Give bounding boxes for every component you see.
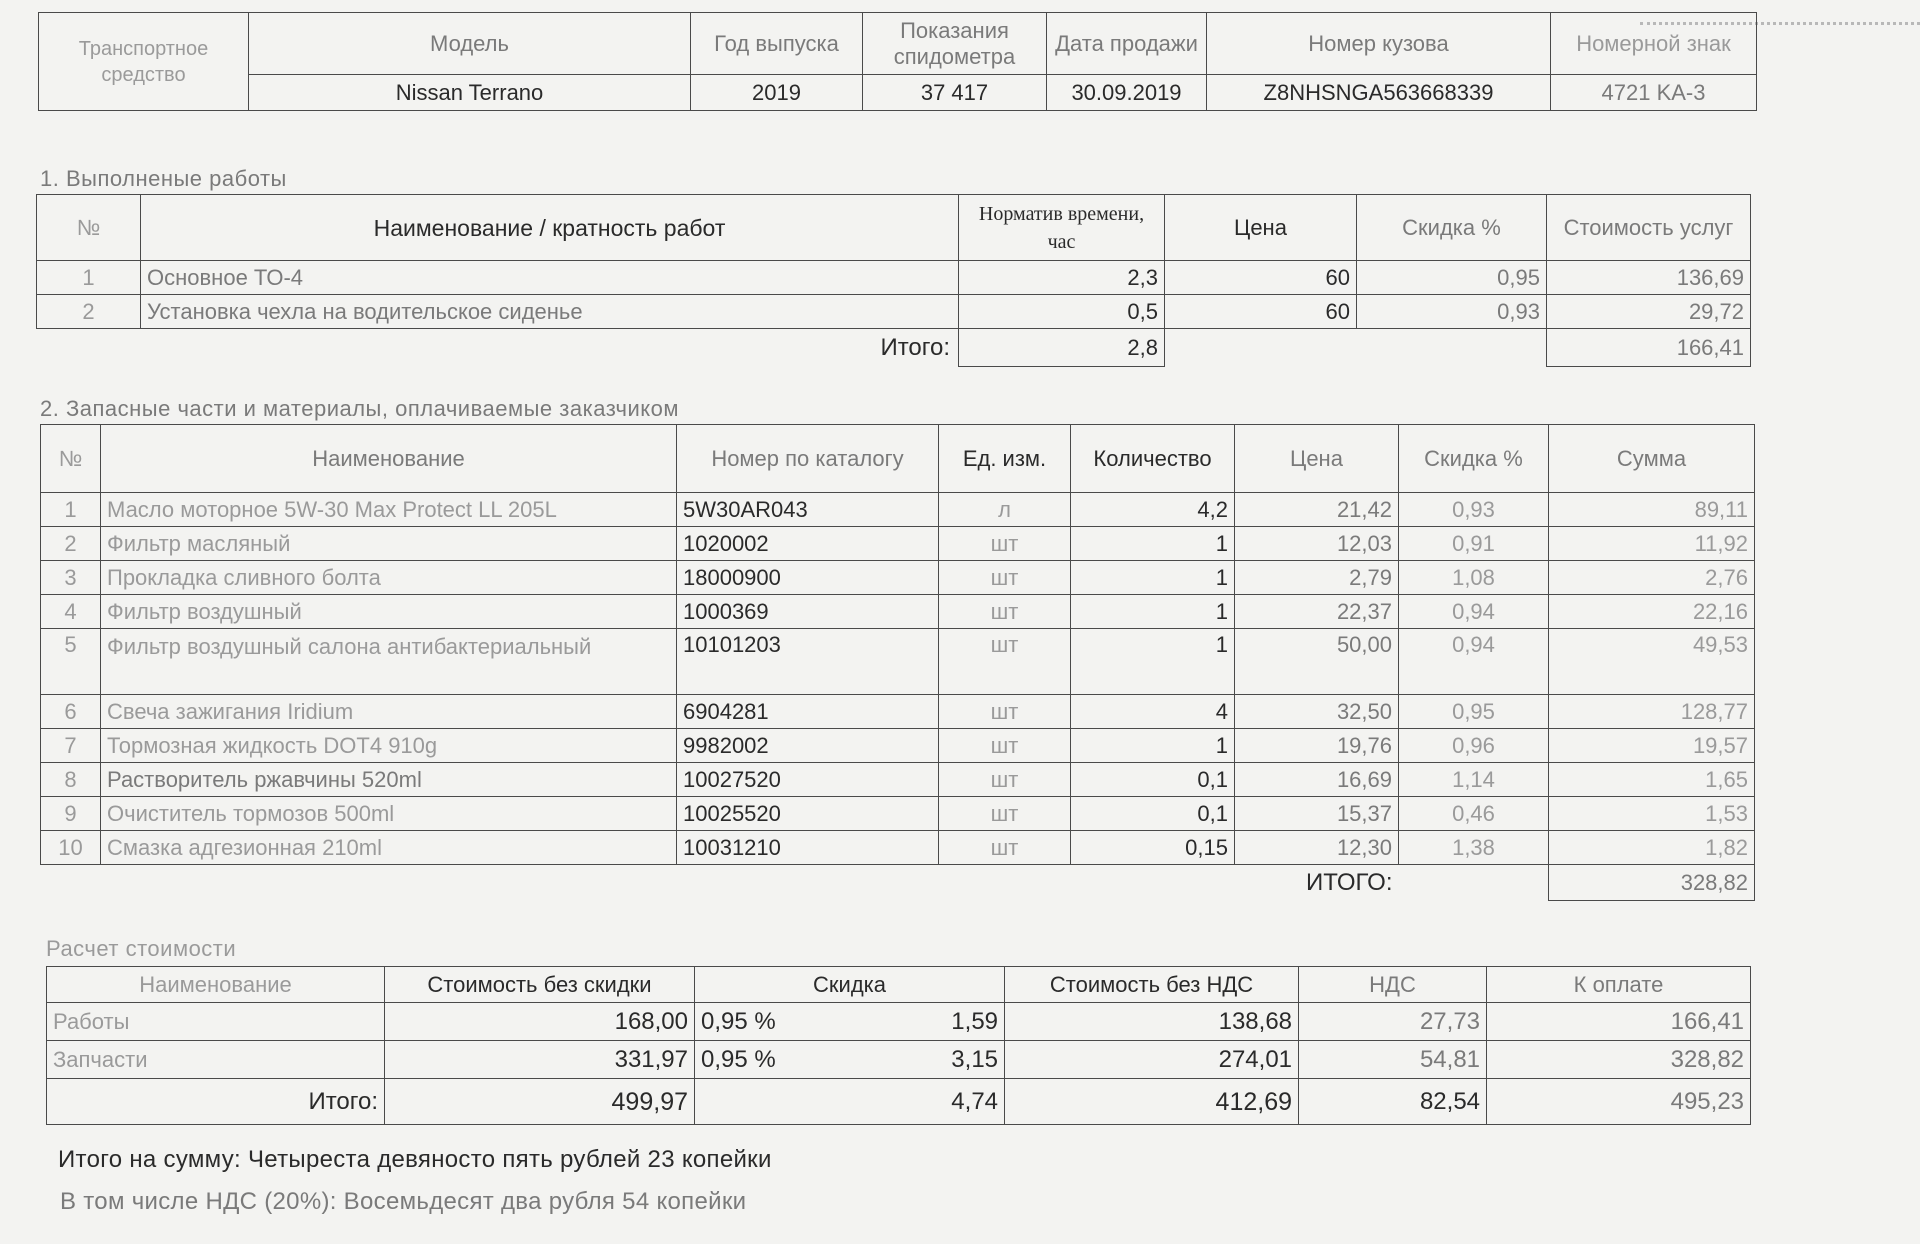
works-name-header: Наименование / кратность работ — [141, 195, 959, 261]
part-price: 50,00 — [1235, 629, 1399, 695]
parts-catalog-header: Номер по каталогу — [677, 425, 939, 493]
part-unit: шт — [939, 831, 1071, 865]
row-no: 8 — [41, 763, 101, 797]
table-row — [41, 763, 1755, 797]
work-norm: 2,3 — [959, 261, 1165, 295]
part-catalog: 10025520 — [677, 797, 939, 831]
calc-disc-val: 3,15 — [855, 1041, 1005, 1079]
part-qty: 4 — [1071, 695, 1235, 729]
calc-disc-val: 1,59 — [855, 1003, 1005, 1041]
sum-in-words: Итого на сумму: Четыреста девяносто пять рублей 23 копейки — [58, 1146, 772, 1173]
works-discount-header: Скидка % — [1357, 195, 1547, 261]
part-sum: 1,65 — [1549, 763, 1755, 797]
part-price: 2,79 — [1235, 561, 1399, 595]
table-row — [41, 831, 1755, 865]
plate-header: Номерной знак — [1551, 13, 1757, 75]
part-price: 19,76 — [1235, 729, 1399, 763]
row-no: 3 — [41, 561, 101, 595]
part-unit: шт — [939, 729, 1071, 763]
part-unit: шт — [939, 763, 1071, 797]
table-row — [41, 493, 1755, 527]
part-unit: шт — [939, 561, 1071, 595]
calc-total-cost-no-vat: 412,69 — [1005, 1079, 1299, 1125]
part-sum: 22,16 — [1549, 595, 1755, 629]
work-name: Установка чехла на водительское сиденье — [141, 295, 959, 329]
calc-disc-pct: 0,95 % — [695, 1003, 855, 1041]
work-cost: 136,69 — [1547, 261, 1751, 295]
part-discount: 0,94 — [1399, 629, 1549, 695]
parts-table — [40, 424, 1755, 901]
part-unit: шт — [939, 595, 1071, 629]
calc-row-name: Работы — [47, 1003, 385, 1041]
works-price-header: Цена — [1165, 195, 1357, 261]
calc-total-cost-no-disc: 499,97 — [385, 1079, 695, 1125]
calc-to-pay: 166,41 — [1487, 1003, 1751, 1041]
part-price: 32,50 — [1235, 695, 1399, 729]
table-row — [41, 629, 1755, 695]
part-qty: 0,1 — [1071, 763, 1235, 797]
part-qty: 0,15 — [1071, 831, 1235, 865]
work-norm: 0,5 — [959, 295, 1165, 329]
part-discount: 1,08 — [1399, 561, 1549, 595]
row-no: 1 — [41, 493, 101, 527]
odometer-value: 37 417 — [863, 75, 1047, 111]
works-cost-header: Стоимость услуг — [1547, 195, 1751, 261]
row-no: 4 — [41, 595, 101, 629]
part-name: Растворитель ржавчины 520ml — [101, 763, 677, 797]
row-no: 10 — [41, 831, 101, 865]
part-catalog: 10101203 — [677, 629, 939, 695]
calc-cost-no-disc-header: Стоимость без скидки — [385, 967, 695, 1003]
part-catalog: 10027520 — [677, 763, 939, 797]
row-no: 7 — [41, 729, 101, 763]
parts-price-header: Цена — [1235, 425, 1399, 493]
part-discount: 1,38 — [1399, 831, 1549, 865]
calc-to-pay: 328,82 — [1487, 1041, 1751, 1079]
part-unit: шт — [939, 695, 1071, 729]
part-sum: 2,76 — [1549, 561, 1755, 595]
part-discount: 0,93 — [1399, 493, 1549, 527]
part-discount: 0,91 — [1399, 527, 1549, 561]
parts-total-sum: 328,82 — [1549, 865, 1755, 901]
part-sum: 89,11 — [1549, 493, 1755, 527]
works-total-norm: 2,8 — [959, 329, 1165, 367]
calc-table — [46, 966, 1751, 1125]
part-discount: 0,96 — [1399, 729, 1549, 763]
part-price: 22,37 — [1235, 595, 1399, 629]
work-cost: 29,72 — [1547, 295, 1751, 329]
works-title: 1. Выполненые работы — [40, 166, 287, 191]
model-value: Nissan Terrano — [249, 75, 691, 111]
table-row — [47, 1003, 1751, 1041]
part-discount: 1,14 — [1399, 763, 1549, 797]
part-price: 21,42 — [1235, 493, 1399, 527]
work-discount: 0,93 — [1357, 295, 1547, 329]
parts-sum-header: Сумма — [1549, 425, 1755, 493]
part-discount: 0,46 — [1399, 797, 1549, 831]
year-value: 2019 — [691, 75, 863, 111]
vehicle-header: Транспортное средство — [39, 13, 249, 111]
calc-title: Расчет стоимости — [46, 936, 237, 961]
calc-cost-no-vat-header: Стоимость без НДС — [1005, 967, 1299, 1003]
part-price: 16,69 — [1235, 763, 1399, 797]
part-unit: шт — [939, 629, 1071, 695]
year-header: Год выпуска — [691, 13, 863, 75]
part-name: Смазка адгезионная 210ml — [101, 831, 677, 865]
part-name: Фильтр масляный — [101, 527, 677, 561]
table-row — [41, 561, 1755, 595]
row-no: 9 — [41, 797, 101, 831]
row-no: 5 — [41, 629, 101, 695]
calc-name-header: Наименование — [47, 967, 385, 1003]
part-sum: 128,77 — [1549, 695, 1755, 729]
part-discount: 0,94 — [1399, 595, 1549, 629]
calc-cost-no-vat: 138,68 — [1005, 1003, 1299, 1041]
odometer-header: Показания спидометра — [863, 13, 1047, 75]
parts-unit-header: Ед. изм. — [939, 425, 1071, 493]
table-row — [41, 527, 1755, 561]
model-header: Модель — [249, 13, 691, 75]
part-catalog: 10031210 — [677, 831, 939, 865]
vat-in-words: В том числе НДС (20%): Восемьдесят два рубля 54 копейки — [60, 1188, 747, 1215]
part-price: 12,30 — [1235, 831, 1399, 865]
part-name: Масло моторное 5W-30 Max Protect LL 205L — [101, 493, 677, 527]
part-catalog: 5W30AR043 — [677, 493, 939, 527]
part-qty: 1 — [1071, 595, 1235, 629]
calc-total-vat: 82,54 — [1299, 1079, 1487, 1125]
row-no: 1 — [37, 261, 141, 295]
calc-cost-no-disc: 168,00 — [385, 1003, 695, 1041]
table-row — [41, 797, 1755, 831]
calc-row-name: Запчасти — [47, 1041, 385, 1079]
parts-title: 2. Запасные части и материалы, оплачиваемые заказчиком — [40, 396, 680, 421]
parts-qty-header: Количество — [1071, 425, 1235, 493]
part-unit: шт — [939, 527, 1071, 561]
calc-total-row — [47, 1079, 1751, 1125]
part-sum: 1,53 — [1549, 797, 1755, 831]
part-qty: 1 — [1071, 729, 1235, 763]
part-catalog: 9982002 — [677, 729, 939, 763]
part-catalog: 6904281 — [677, 695, 939, 729]
plate-value: 4721 KA-3 — [1551, 75, 1757, 111]
sale-date-header: Дата продажи — [1047, 13, 1207, 75]
part-unit: шт — [939, 797, 1071, 831]
table-row — [41, 695, 1755, 729]
works-total-label: Итого: — [880, 333, 950, 361]
part-price: 15,37 — [1235, 797, 1399, 831]
works-total-cost: 166,41 — [1547, 329, 1751, 367]
calc-vat-header: НДС — [1299, 967, 1487, 1003]
part-discount: 0,95 — [1399, 695, 1549, 729]
part-qty: 0,1 — [1071, 797, 1235, 831]
calc-vat: 54,81 — [1299, 1041, 1487, 1079]
part-qty: 4,2 — [1071, 493, 1235, 527]
part-name: Фильтр воздушный салона антибактериальный — [101, 629, 677, 695]
part-price: 12,03 — [1235, 527, 1399, 561]
calc-to-pay-header: К оплате — [1487, 967, 1751, 1003]
part-unit: л — [939, 493, 1071, 527]
sale-date-value: 30.09.2019 — [1047, 75, 1207, 111]
calc-disc-pct: 0,95 % — [695, 1041, 855, 1079]
work-discount: 0,95 — [1357, 261, 1547, 295]
calc-vat: 27,73 — [1299, 1003, 1487, 1041]
vehicle-table — [38, 12, 1757, 111]
calc-cost-no-vat: 274,01 — [1005, 1041, 1299, 1079]
part-catalog: 18000900 — [677, 561, 939, 595]
part-name: Очиститель тормозов 500ml — [101, 797, 677, 831]
body-number-value: Z8NHSNGA563668339 — [1207, 75, 1551, 111]
part-sum: 19,57 — [1549, 729, 1755, 763]
works-norm-header: Норматив времени, час — [959, 195, 1165, 261]
work-price: 60 — [1165, 261, 1357, 295]
part-qty: 1 — [1071, 527, 1235, 561]
work-name: Основное ТО-4 — [141, 261, 959, 295]
part-catalog: 1020002 — [677, 527, 939, 561]
table-row — [41, 729, 1755, 763]
part-name: Прокладка сливного болта — [101, 561, 677, 595]
table-row — [41, 595, 1755, 629]
calc-total-to-pay: 495,23 — [1487, 1079, 1751, 1125]
table-row — [47, 1041, 1751, 1079]
part-sum: 1,82 — [1549, 831, 1755, 865]
calc-total-label: Итого: — [47, 1079, 385, 1125]
calc-total-disc-val: 4,74 — [855, 1079, 1005, 1125]
part-qty: 1 — [1071, 629, 1235, 695]
table-row — [37, 261, 1751, 295]
calc-cost-no-disc: 331,97 — [385, 1041, 695, 1079]
parts-no-header: № — [41, 425, 101, 493]
part-name: Свеча зажигания Iridium — [101, 695, 677, 729]
part-sum: 49,53 — [1549, 629, 1755, 695]
part-qty: 1 — [1071, 561, 1235, 595]
parts-discount-header: Скидка % — [1399, 425, 1549, 493]
part-sum: 11,92 — [1549, 527, 1755, 561]
row-no: 6 — [41, 695, 101, 729]
part-name: Тормозная жидкость DOT4 910g — [101, 729, 677, 763]
row-no: 2 — [37, 295, 141, 329]
works-table — [36, 194, 1751, 367]
part-name: Фильтр воздушный — [101, 595, 677, 629]
body-number-header: Номер кузова — [1207, 13, 1551, 75]
works-no-header: № — [37, 195, 141, 261]
parts-name-header: Наименование — [101, 425, 677, 493]
calc-discount-header: Скидка — [695, 967, 1005, 1003]
row-no: 2 — [41, 527, 101, 561]
parts-total-label: ИТОГО: — [1306, 868, 1393, 896]
work-price: 60 — [1165, 295, 1357, 329]
table-row — [37, 295, 1751, 329]
part-catalog: 1000369 — [677, 595, 939, 629]
